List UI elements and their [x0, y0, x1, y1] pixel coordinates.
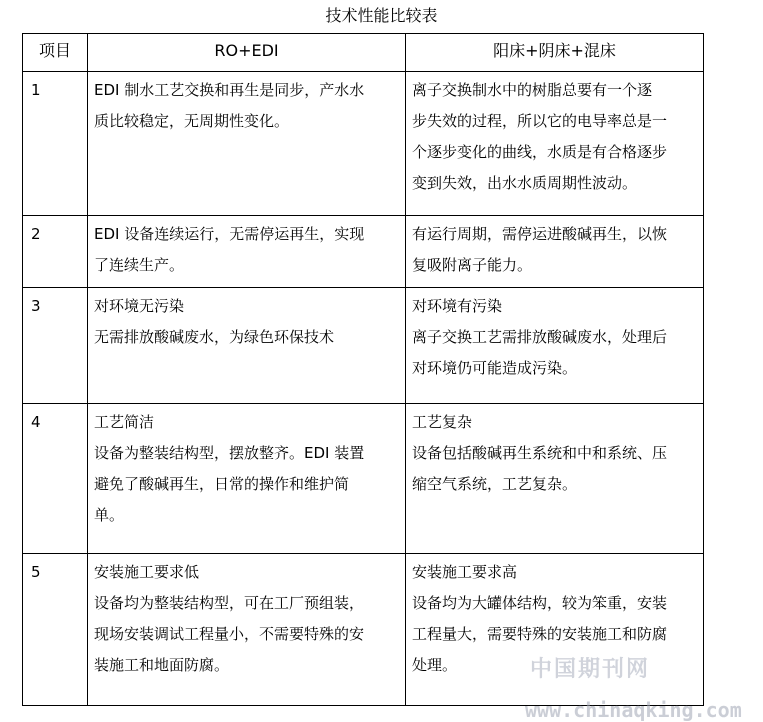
table-row	[23, 216, 704, 288]
cell-text-line: 对环境无污染	[94, 297, 185, 315]
ro-edi-cell	[88, 216, 406, 288]
cell-text-line: 处理。	[412, 656, 458, 674]
cell-text-line: 离子交换制水中的树脂总要有一个逐	[412, 81, 653, 99]
header-item: 项目	[23, 34, 88, 72]
row-index-cell: 2	[23, 216, 88, 288]
cell-text-line: 步失效的过程，所以它的电导率总是一	[412, 112, 668, 130]
ro-edi-cell	[88, 288, 406, 404]
cell-text-line: 缩空气系统，工艺复杂。	[412, 475, 578, 493]
cell-text-line: 工程量大，需要特殊的安装施工和防腐	[412, 625, 668, 643]
table-row	[23, 288, 704, 404]
watermark-url: www.chinaqking.com	[525, 698, 742, 722]
comparison-table	[22, 33, 704, 706]
ro-edi-cell	[88, 554, 406, 706]
cell-text-line: 安装施工要求低	[94, 563, 200, 581]
table-caption: 技术性能比较表	[325, 6, 438, 25]
cell-text-line: 设备均为大罐体结构，较为笨重，安装	[412, 594, 668, 612]
cell-text-line: EDI 设备连续运行，无需停运再生，实现	[94, 225, 365, 243]
row-index-cell: 5	[23, 554, 88, 706]
cell-text-line: 离子交换工艺需排放酸碱废水，处理后	[412, 328, 668, 346]
watermark-site-name: 中国期刊网	[530, 657, 651, 682]
cell-text-line: 工艺简洁	[94, 413, 155, 431]
cell-text-line: 避免了酸碱再生，日常的操作和维护简	[94, 475, 350, 493]
table-header-row	[23, 34, 704, 72]
row-index-cell: 4	[23, 404, 88, 554]
cell-text-line: 工艺复杂	[412, 413, 473, 431]
cell-text-line: 对环境仍可能造成污染。	[412, 359, 578, 377]
cell-text-line: 无需排放酸碱废水，为绿色环保技术	[94, 328, 335, 346]
cell-text-line: 变到失效，出水水质周期性波动。	[412, 174, 638, 192]
cell-text-line: 设备为整装结构型，摆放整齐。EDI 装置	[94, 444, 365, 462]
cell-text-line: 设备均为整装结构型，可在工厂预组装，	[94, 594, 365, 612]
ro-edi-cell	[88, 404, 406, 554]
cell-text-line: 个逐步变化的曲线，水质是有合格逐步	[412, 143, 668, 161]
cell-text-line: 有运行周期，需停运进酸碱再生，以恢	[412, 225, 668, 243]
header-ion-exchange: 阳床+阴床+混床	[406, 34, 704, 72]
cell-text-line: 对环境有污染	[412, 297, 503, 315]
cell-text-line: EDI 制水工艺交换和再生是同步，产水水	[94, 81, 365, 99]
ion-exchange-cell	[406, 216, 704, 288]
ion-exchange-cell	[406, 288, 704, 404]
ion-exchange-cell	[406, 72, 704, 216]
cell-text-line: 了连续生产。	[94, 256, 185, 274]
ion-exchange-cell	[406, 404, 704, 554]
cell-text-line: 安装施工要求高	[412, 563, 518, 581]
cell-text-line: 质比较稳定，无周期性变化。	[94, 112, 290, 130]
table-row	[23, 72, 704, 216]
table-row	[23, 404, 704, 554]
row-index-cell: 1	[23, 72, 88, 216]
cell-text-line: 设备包括酸碱再生系统和中和系统、压	[412, 444, 668, 462]
row-index-cell: 3	[23, 288, 88, 404]
cell-text-line: 装施工和地面防腐。	[94, 656, 230, 674]
cell-text-line: 现场安装调试工程量小，不需要特殊的安	[94, 625, 365, 643]
cell-text-line: 复吸附离子能力。	[412, 256, 533, 274]
header-ro-edi: RO+EDI	[88, 34, 406, 72]
cell-text-line: 单。	[94, 506, 125, 524]
ro-edi-cell	[88, 72, 406, 216]
